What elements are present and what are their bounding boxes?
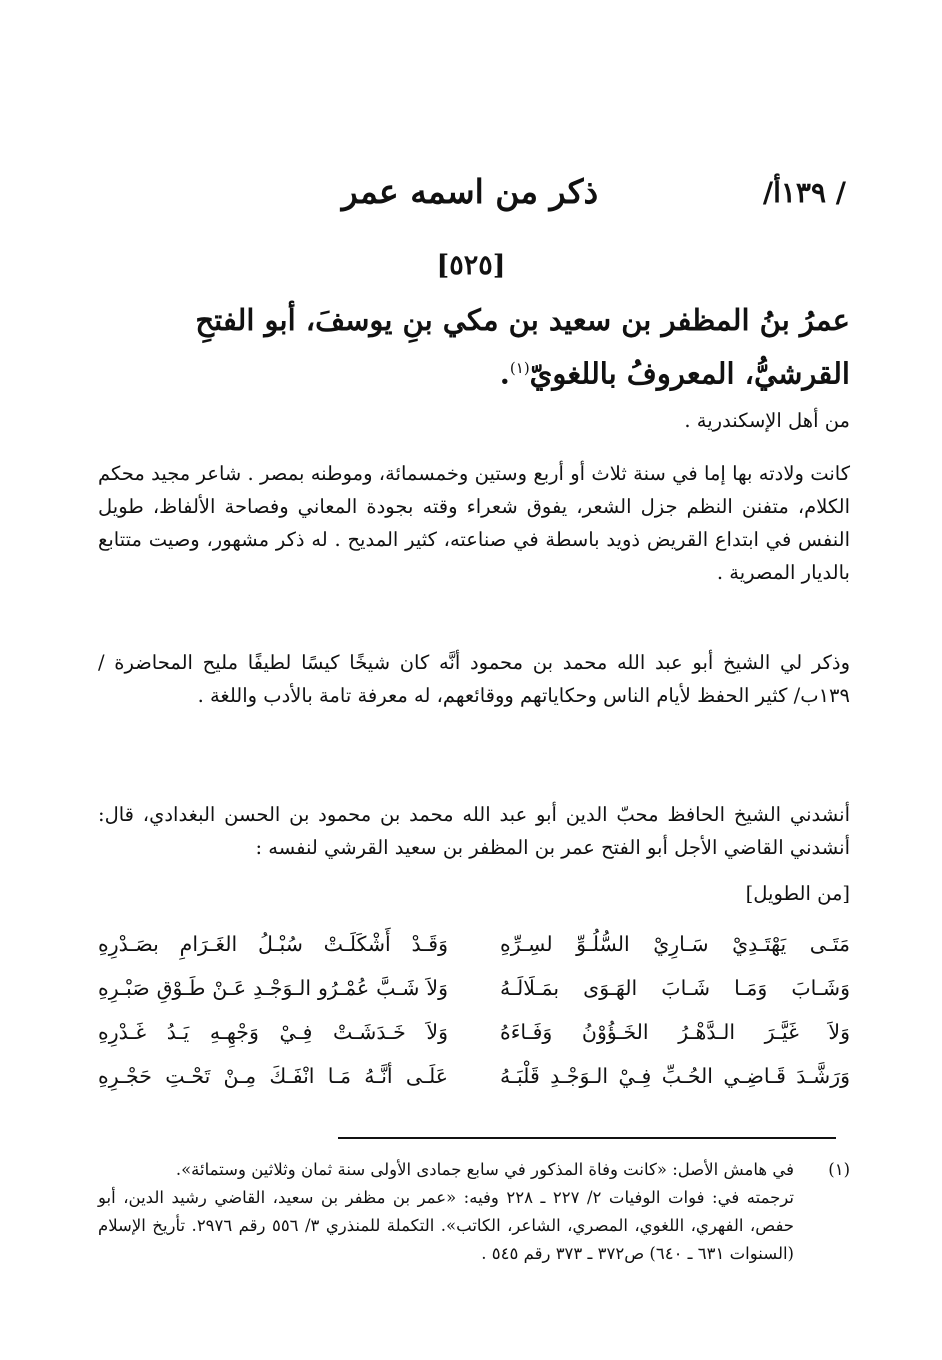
- entry-heading: [90, 296, 850, 398]
- verse-first-hemistich: وَشَـابَ وَمَـا شَـابَ الهَـوَى بمَـلَالَـهُ: [500, 976, 850, 1000]
- entry-heading-text: عمرُ بنُ المظفر بن سعيد بن مكي بنِ يوسفَ، أبو الفتحِ القرشيُّ، المعروفُ باللغويّ: [195, 303, 850, 391]
- footnote-text: في هامش الأصل: «كانت وفاة المذكور في سابع جمادى الأولى سنة ثمان وثلاثين وستمائة».: [175, 1160, 794, 1179]
- verse-first-hemistich: مَتَـى يَهْتَـدِيْ سَـارِيْ السُّلُـوِّ لسِـرِّهِ: [500, 932, 850, 956]
- folio-marker: / ١٣٩أ/: [762, 176, 846, 209]
- verse-row: [98, 1054, 850, 1098]
- footnote-marker: (١): [509, 359, 530, 377]
- footnote-1: [98, 1156, 850, 1184]
- footnote-divider: [338, 1137, 836, 1139]
- paragraph-testimony: وذكر لي الشيخ أبو عبد الله محمد بن محمود أنَّه كان شيخًا كيسًا لطيفًا مليح المحاضرة / ١٣٩ب/ كثير الحفظ لأيام الناس وحكاياتهم ووقائعهم، له معرفة تامة بالأدب واللغة .: [98, 651, 850, 707]
- paragraph-birth: كانت ولادته بها إما في سنة ثلاث أو أربع وستين وخمسمائة، وموطنه بمصر . شاعر مجيد محكم الكلام، متفنن النظم جزل الشعر، يفوق شعراء وقته بجودة المعاني وفصاحة الألفاظ، طويل النفس في ابتداع القريض ذويد باسطة في صناعته، كثير المديح . له ذكر مشهور، وصيت متتابع بالديار المصرية .: [98, 462, 850, 584]
- poem-meter: [من الطويل]: [745, 882, 850, 905]
- footnotes: [98, 1156, 850, 1268]
- chapter-title: ذكر من اسمه عمر: [341, 172, 599, 211]
- verse-second-hemistich: وَلاَ خَـدَشَـتْ فِـيْ وَجْهِـهِ يَـدُ غَـدْرِهِ: [98, 1020, 448, 1044]
- verse-row: [98, 922, 850, 966]
- paragraph-recitation: أنشدني الشيخ الحافظ محبّ الدين أبو عبد الله محمد بن محمود بن الحسن البغدادي، قال: أنشدني القاضي الأجل أبو الفتح عمر بن المظفر بن سعيد القرشي لنفسه :: [98, 803, 850, 859]
- entry-number: [٥٢٥]: [436, 250, 506, 281]
- footnote-number: (١): [828, 1160, 850, 1179]
- verse-first-hemistich: وَلاَ غَيَّـرَ الـدَّهْـرُ الخَـؤُوْنُ وَفَـاءَهُ: [500, 1020, 850, 1044]
- verse-second-hemistich: وَقَـدْ أَشْكَلَـتْ سُبْـلُ الغَـرَامِ بصَـدْرِهِ: [98, 932, 448, 956]
- paragraph-origin: من أهل الإسكندرية .: [684, 409, 850, 432]
- footnote-references: ترجمته في: فوات الوفيات ٢/ ٢٢٧ ـ ٢٢٨ وفيه: «عمر بن مظفر بن سعيد، القاضي رشيد الدين، أبو حفص، الفهري، اللغوي، المصري، الشاعر، الكاتب». التكملة للمنذري ٣/ ٥٥٦ رقم ٢٩٧٦. تأريخ الإسلام (السنوات ٦٣١ ـ ٦٤٠) ص٣٧٢ ـ ٣٧٣ رقم ٥٤٥ .: [98, 1188, 795, 1263]
- verse-row: [98, 1010, 850, 1054]
- verse-first-hemistich: وَرَشَّـدَ قَـاضِـي الحُـبِّ فِـيْ الـوَجْـدِ قَلْبَـهُ: [500, 1064, 850, 1088]
- poem: [98, 922, 850, 1098]
- entry-heading-end: .: [499, 356, 510, 391]
- verse-second-hemistich: عَلَـى أنَّـهُ مَـا انْفَـكَ مِـنْ تَحْـتِ حَجْـرِهِ: [98, 1064, 448, 1088]
- verse-second-hemistich: وَلاَ شَـبَّ عُمْـرُو الـوَجْـدِ عَـنْ طَـوْقِ صَبْـرِهِ: [98, 976, 448, 1000]
- verse-row: [98, 966, 850, 1010]
